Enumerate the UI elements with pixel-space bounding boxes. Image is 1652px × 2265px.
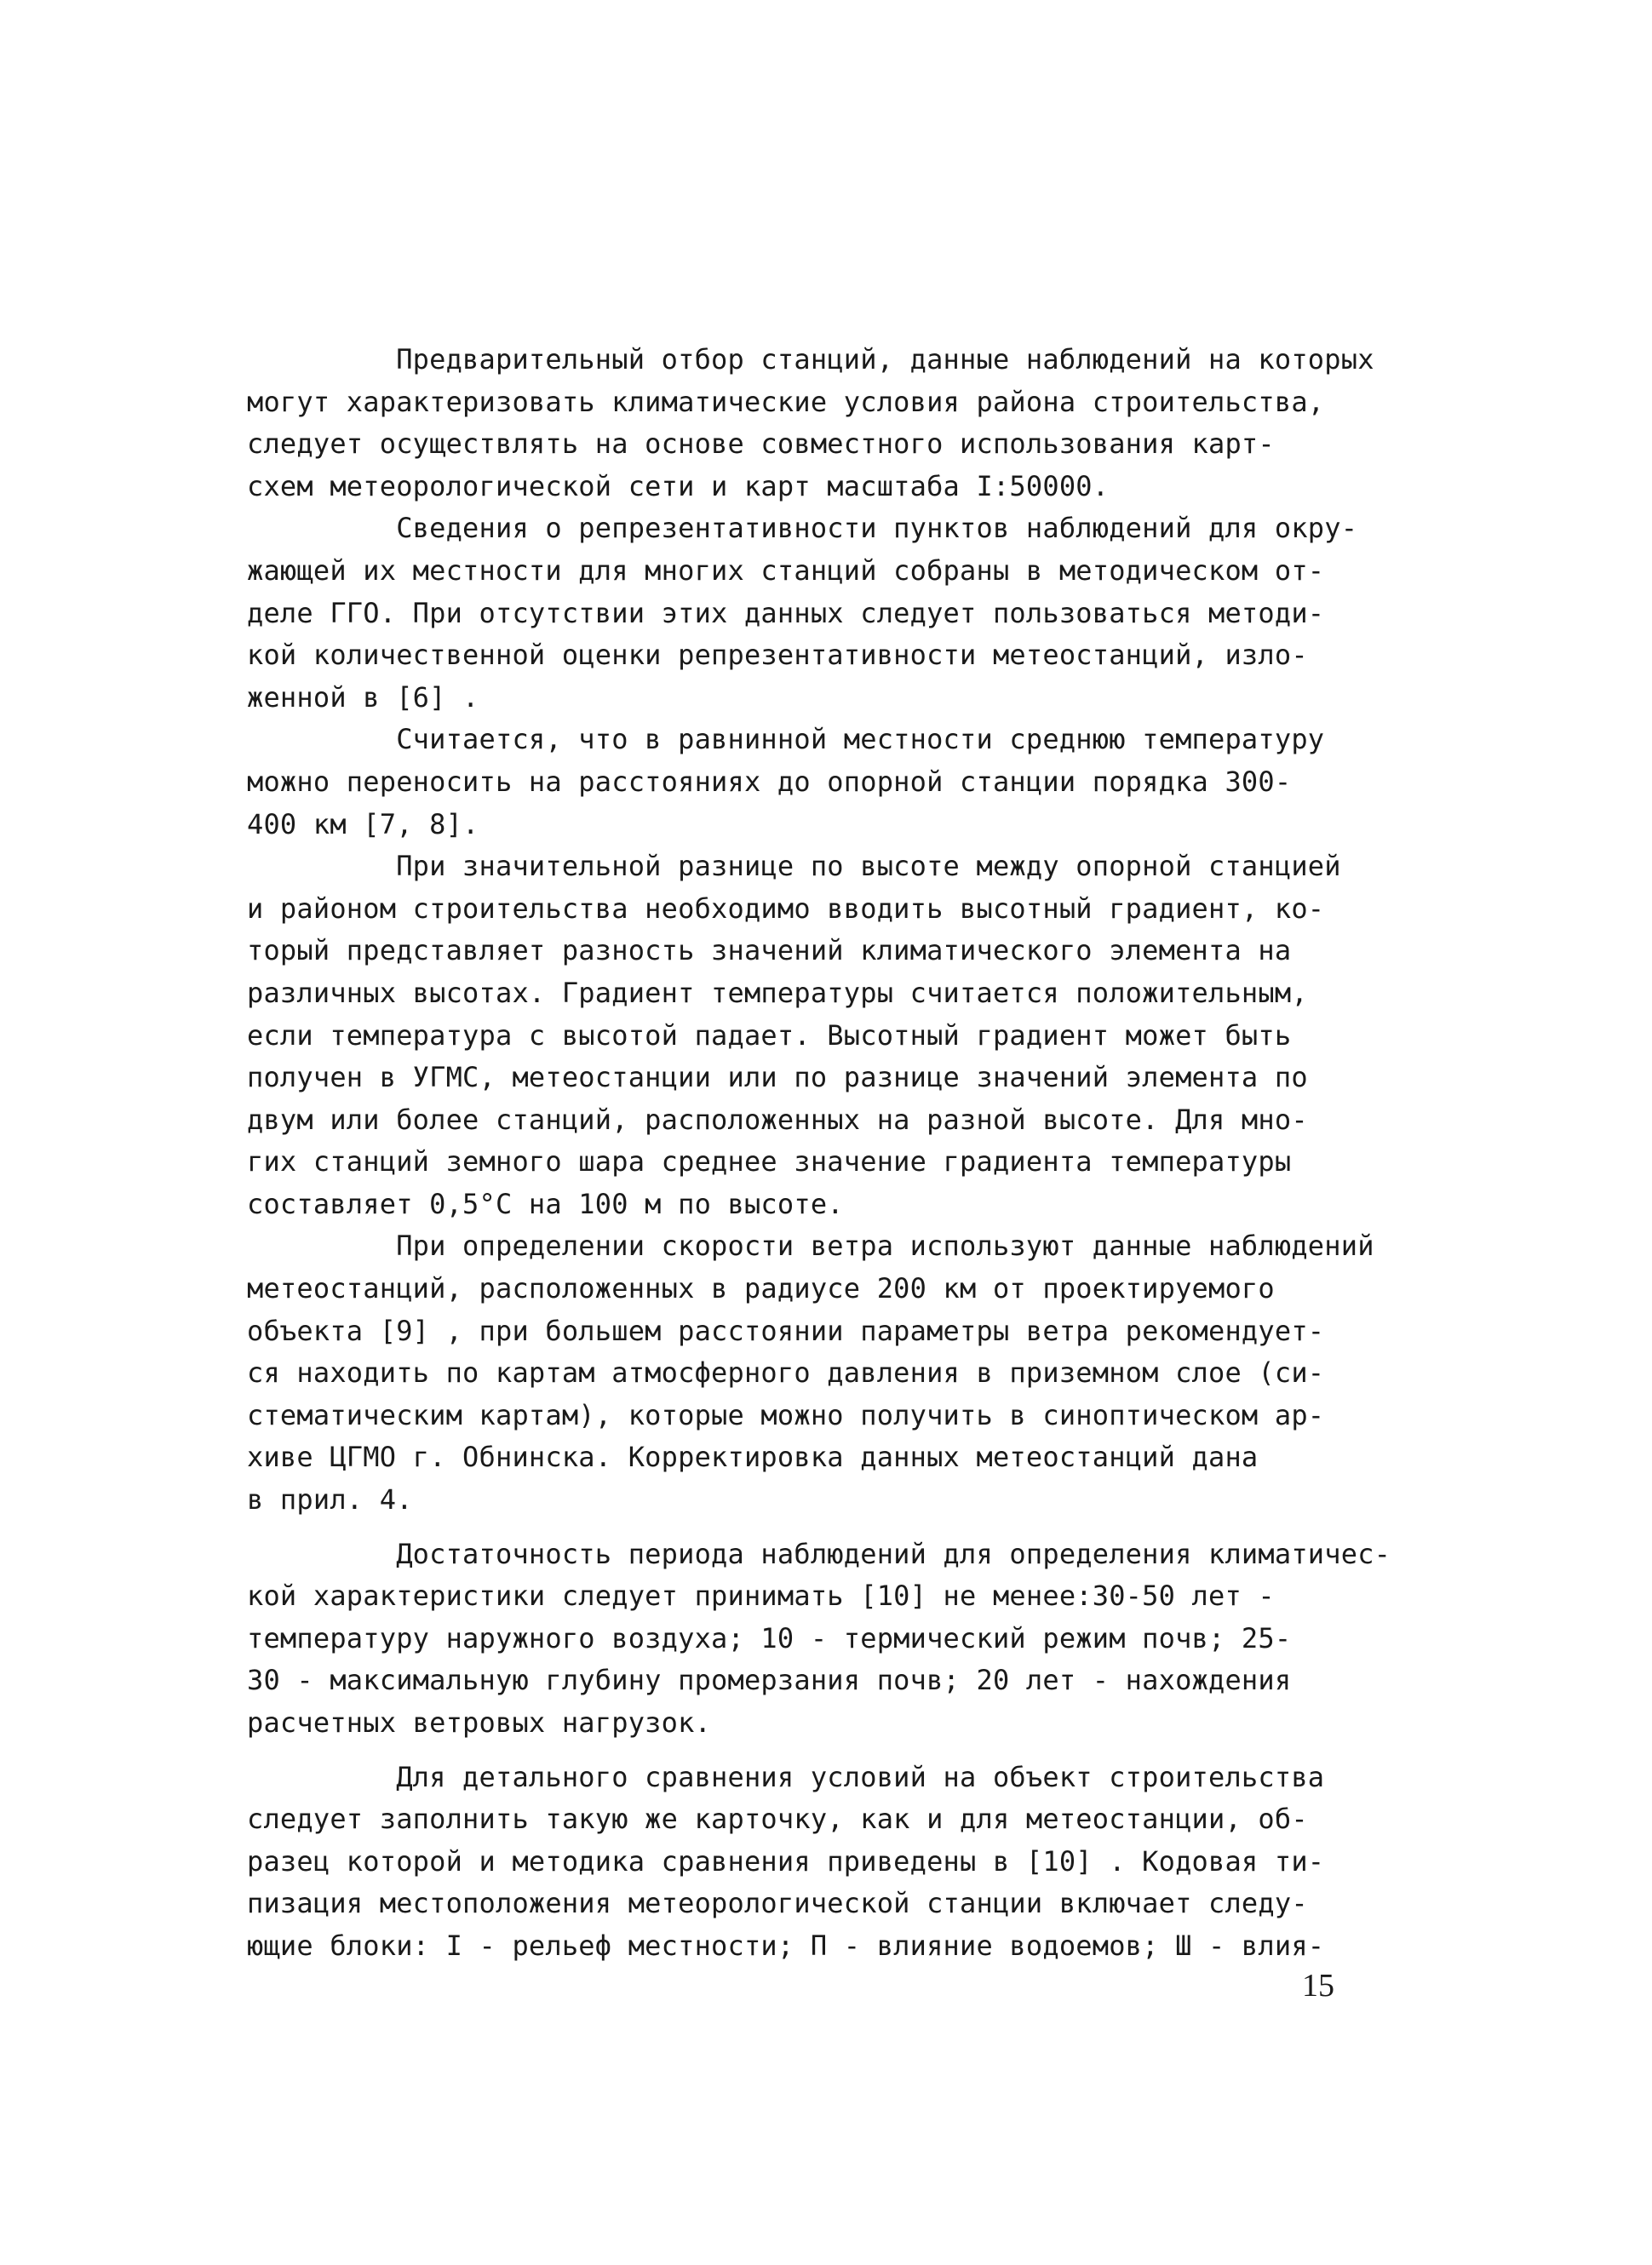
text-line: составляет 0,5°С на 100 м по высоте. — [247, 1187, 844, 1220]
text-line: женной в [6] . — [247, 680, 479, 714]
text-line: в прил. 4. — [247, 1483, 413, 1517]
text-line: если температура с высотой падает. Высотный градиент может быть — [247, 1018, 1292, 1052]
text-line: деле ГГО. При отсутствии этих данных следует пользоваться методи- — [247, 596, 1325, 629]
text-line: кой характеристики следует принимать [10] не менее:30-50 лет - — [247, 1580, 1275, 1613]
text-line: торый представляет разность значений климатического элемента на — [247, 934, 1292, 967]
text-line: Считается, что в равнинной местности среднюю температуру — [247, 723, 1325, 756]
text-line: ющие блоки: I - рельеф местности; П - влияние водоемов; Ш - влия- — [247, 1929, 1325, 1962]
text-line: При определении скорости ветра используют данные наблюдений — [247, 1230, 1374, 1263]
text-line: пизация местоположения метеорологической станции включает следу- — [247, 1887, 1308, 1920]
text-line: гих станций земного шара среднее значение градиента температуры — [247, 1145, 1292, 1178]
text-line: Предварительный отбор станций, данные наблюдений на которых — [247, 343, 1374, 376]
text-line: стематическим картам), которые можно получить в синоптическом ар- — [247, 1398, 1325, 1431]
text-line: хиве ЦГМО г. Обнинска. Корректировка данных метеостанций дана — [247, 1441, 1259, 1474]
text-line: могут характеризовать климатические условия района строительства, — [247, 385, 1325, 418]
text-line: ся находить по картам атмосферного давления в приземном слое (си- — [247, 1356, 1325, 1390]
text-line: и районом строительства необходимо вводить высотный градиент, ко- — [247, 892, 1325, 925]
text-line: объекта [9] , при большем расстоянии параметры ветра рекомендует- — [247, 1314, 1325, 1347]
text-line: следует заполнить такую же карточку, как и для метеостанции, об- — [247, 1803, 1308, 1836]
text-line: следует осуществлять на основе совместного использования карт- — [247, 427, 1275, 461]
document-text-body — [247, 339, 1391, 1968]
text-line: получен в УГМС, метеостанции или по разнице значений элемента по — [247, 1061, 1308, 1094]
text-line: жающей их местности для многих станций собраны в методическом от- — [247, 553, 1325, 587]
text-line: температуру наружного воздуха; 10 - термический режим почв; 25- — [247, 1621, 1292, 1654]
text-line: расчетных ветровых нагрузок. — [247, 1706, 712, 1739]
text-line: схем метеорологической сети и карт масштаба I:50000. — [247, 469, 1110, 502]
text-line: различных высотах. Градиент температуры считается положительным, — [247, 976, 1308, 1009]
text-line: Сведения о репрезентативности пунктов наблюдений для окру- — [247, 512, 1358, 545]
text-line: метеостанций, расположенных в радиусе 200 км от проектируемого — [247, 1272, 1275, 1305]
text-line: 400 км [7, 8]. — [247, 807, 479, 840]
text-line: Достаточность периода наблюдений для определения климатичес- — [247, 1537, 1391, 1570]
text-line: двум или более станций, расположенных на разной высоте. Для мно- — [247, 1103, 1308, 1136]
page-number: 15 — [1302, 1968, 1334, 2004]
text-line: Для детального сравнения условий на объект строительства — [247, 1760, 1325, 1793]
text-line: разец которой и методика сравнения приведены в [10] . Кодовая ти- — [247, 1844, 1325, 1878]
text-line: При значительной разнице по высоте между опорной станцией — [247, 850, 1341, 883]
text-line: можно переносить на расстояниях до опорной станции порядка 300- — [247, 765, 1292, 798]
text-line: кой количественной оценки репрезентативности метеостанций, изло- — [247, 639, 1308, 672]
text-line: 30 - максимальную глубину промерзания почв; 20 лет - нахождения — [247, 1664, 1292, 1697]
